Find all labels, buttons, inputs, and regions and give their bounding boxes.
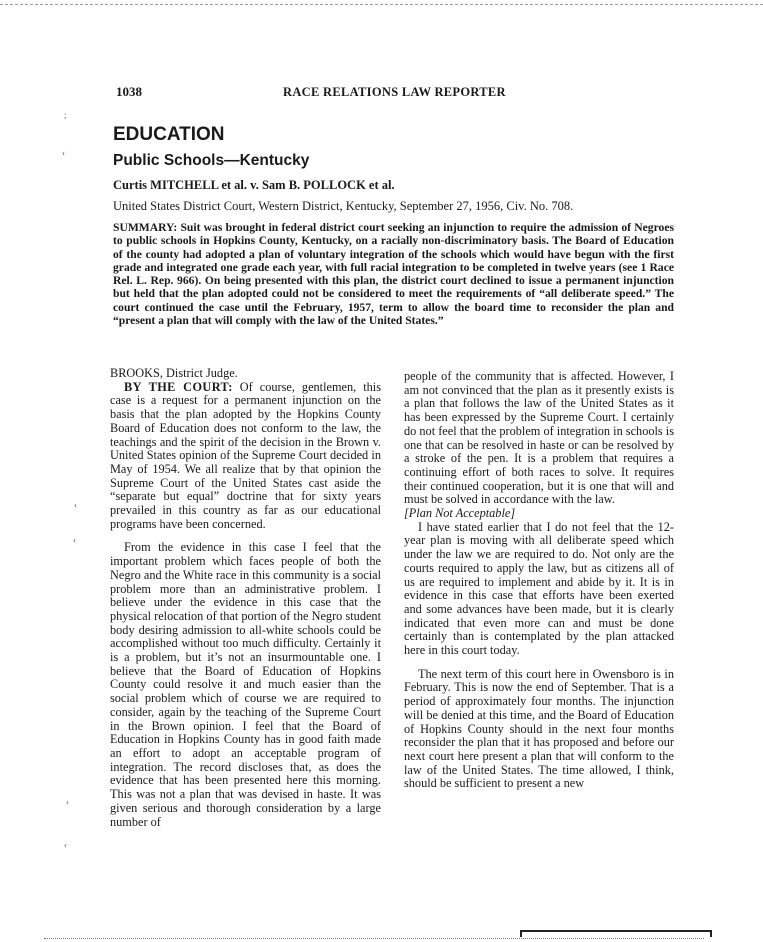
opinion-lead-in: BY THE COURT:: [124, 379, 233, 394]
margin-mark: ‹: [62, 148, 65, 158]
body-column-right: [404, 370, 674, 791]
margin-mark: ‹: [64, 840, 67, 850]
margin-mark: ‹: [74, 500, 77, 510]
judge-name: BROOKS, District Judge.: [110, 366, 238, 380]
opinion-paragraph: [110, 381, 381, 532]
opinion-paragraph: people of the community that is affected. However, I am not convinced that the plan as it presently exists is a plan that follows the law of the United States as it has been expressed by the Supreme Court. I certainly do not feel that the problem of integration in schools is one that can be resolved in haste or can be resolved by a stroke of the pen. It is a problem that requires a continuing effort of both races to solve. It requires their continued cooperation, but it is one that will and must be solved in accordance with the law.: [404, 369, 674, 507]
page-top-border: [0, 4, 763, 5]
opinion-paragraph: The next term of this court here in Owensboro is in February. This is now the end of September. That is a period of approximately four months. The injunction will be denied at this time, and the Board of Education of Hopkins County should in the next four months reconsider the plan that it has proposed and before our next court here present a plan that will conform to the law of the United States. The time allowed, I think, should be sufficient to present a new: [404, 666, 674, 791]
margin-mark: ;: [64, 110, 67, 120]
case-summary: SUMMARY: Suit was brought in federal district court seeking an injunction to require the admission of Negroes to public schools in Hopkins County, Kentucky, on a racially non-discriminatory basis. The Board of Education of the county had adopted a plan of voluntary integration of the schools which would have begun with the first grade and integrated one grade each year, with full racial integration to be completed in twelve years (see 1 Race Rel. L. Rep. 966). On being presented with this plan, the district court declined to issue a permanent injunction but held that the plan adopted could not be considered to meet the requirements of “all deliberate speed.” The court continued the case until the February, 1957, term to allow the board time to reconsider the plan and “present a plan that will comply with the law of the United States.”: [113, 221, 674, 328]
subsection-title: Public Schools—Kentucky: [113, 152, 310, 169]
section-heading: [Plan Not Acceptable]: [404, 506, 516, 521]
case-caption: Curtis MITCHELL et al. v. Sam B. POLLOCK et al.: [113, 178, 395, 192]
opinion-paragraph: I have stated earlier that I do not feel that the 12-year plan is moving with all deliberate speed which under the law we are required to do. Not only are the courts required to apply the law, but as citizens all of us are required to implement and abide by it. It is in evidence in this case that efforts have been exerted and some advances have been made, but it is clearly indicated that even more can and must be done certainly than is contemplated by the plan attacked here in this court today.: [404, 519, 674, 658]
opinion-text: Of course, gentlemen, this case is a request for a permanent injunction on the basis that the plan adopted by the Hopkins County Board of Education does not conform to the law, the teachings and the spirit of the decision in the Brown v. United States opinion of the Supreme Court decided in May of 1954. We all realize that by that opinion the Supreme Court of the United States cast aside the “separate but equal” doctrine that for sixty years prevailed in this country as far as our educational programs have been concerned.: [110, 379, 381, 531]
section-title: EDUCATION: [113, 124, 225, 145]
court-info: United States District Court, Western District, Kentucky, September 27, 1956, Civ. No. 708.: [113, 199, 574, 213]
margin-mark: ‹: [73, 535, 76, 545]
bottom-rule: [44, 938, 704, 939]
scan-edge-mark: [520, 930, 712, 937]
body-column-left: [110, 367, 381, 829]
running-head: RACE RELATIONS LAW REPORTER: [283, 85, 506, 99]
page-number: 1038: [116, 84, 142, 99]
margin-mark: ‹: [66, 797, 69, 807]
opinion-paragraph: From the evidence in this case I feel that the important problem which faces people of both the Negro and the White race in this community is a social problem more than an administrative problem. I believe under the evidence in this case that the physical relocation of that portion of the Negro student body desiring admission to all-white schools could be accomplished without too much difficulty. Certainly it is a problem, but it’s not an insurmountable one. I believe that the Board of Education of Hopkins County could resolve it and much easier than the social problem which of course we are required to consider, again by the teaching of the Supreme Court in the Brown opinion. I feel that the Board of Education in Hopkins County has in good faith made an effort to adopt an acceptable program of integration. The record discloses that, as does the evidence that has been presented here this morning. This was not a plan that was devised in haste. It was given serious and thorough consideration by a large number of: [110, 540, 381, 829]
